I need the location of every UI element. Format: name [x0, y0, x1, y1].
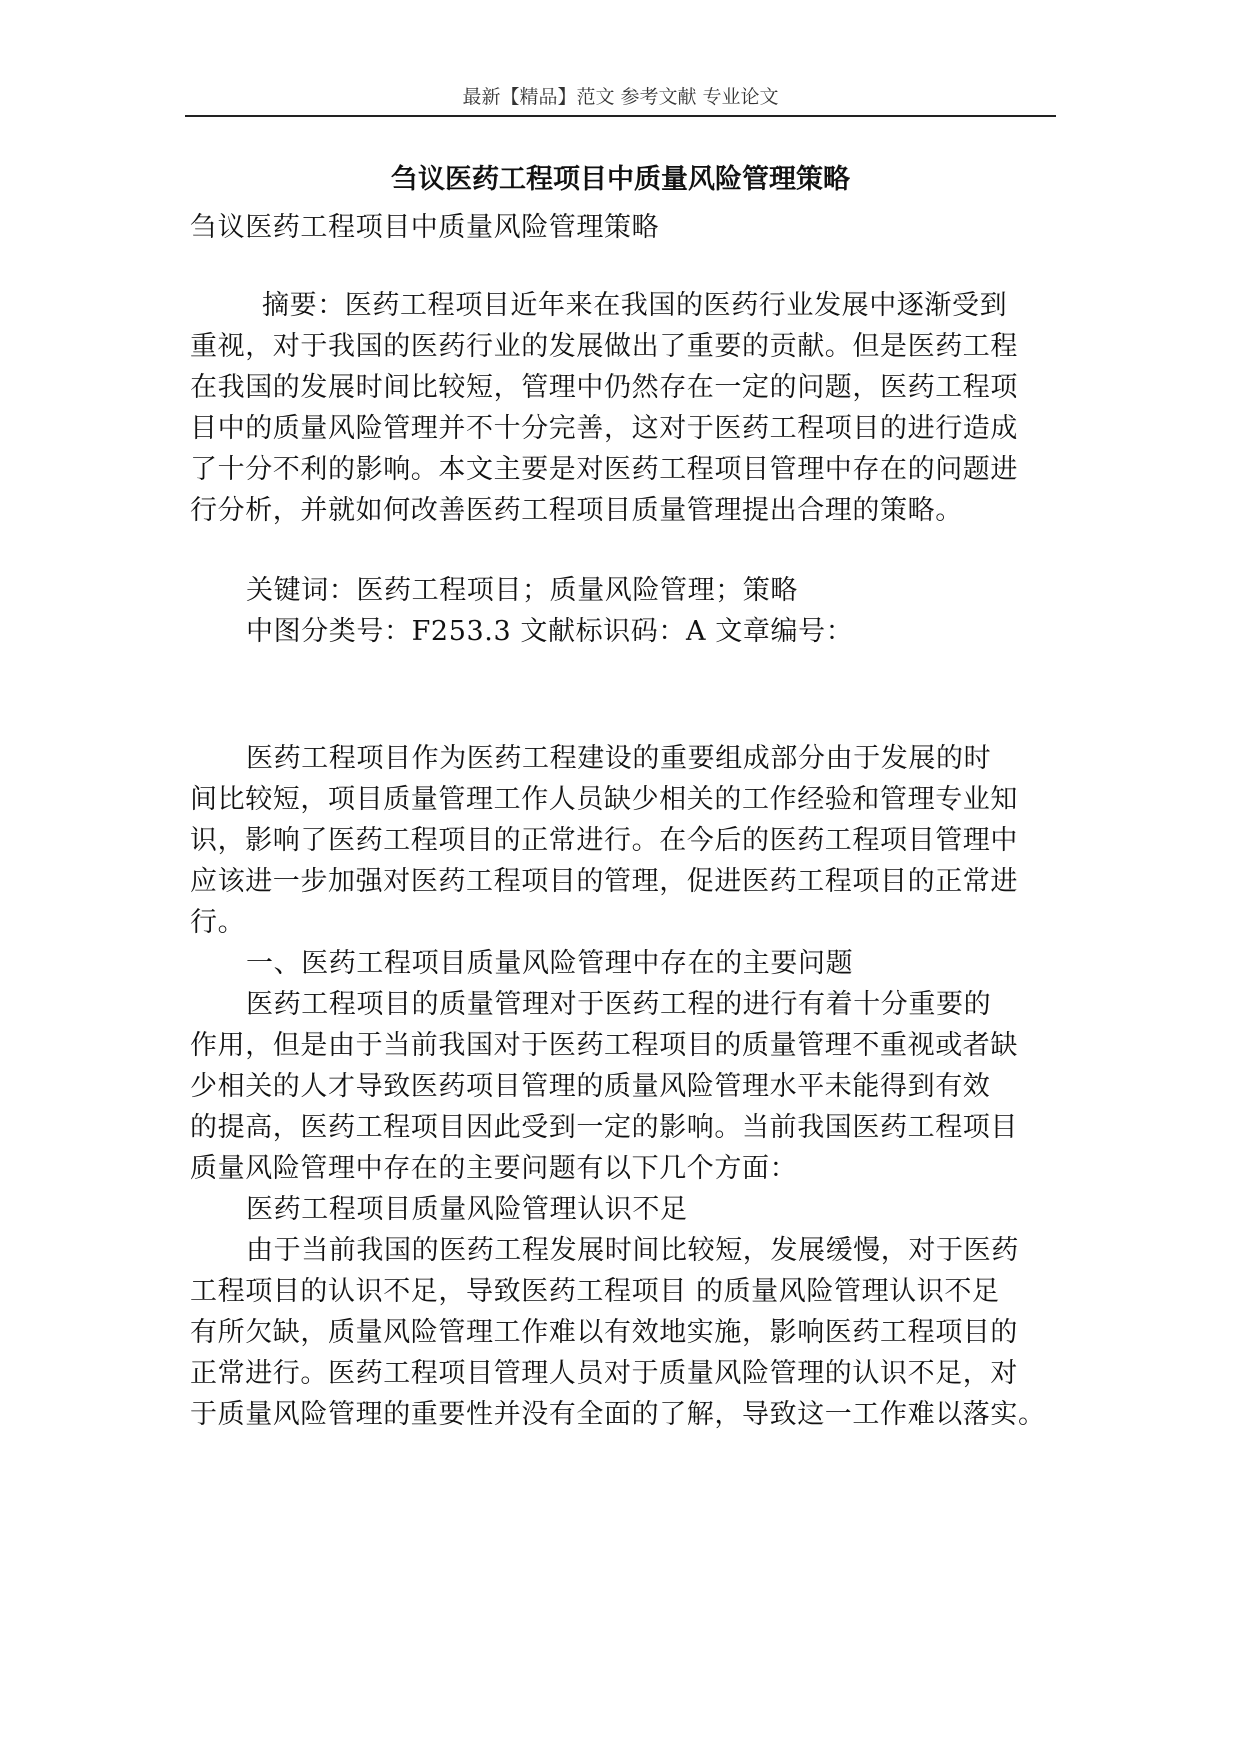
abstract-line: 在我国的发展时间比较短，管理中仍然存在一定的问题，医药工程项: [190, 372, 1018, 403]
body-paragraph-line: 识，影响了医药工程项目的正常进行。在今后的医药工程项目管理中: [190, 825, 1018, 856]
body-paragraph-line: 间比较短，项目质量管理工作人员缺少相关的工作经验和管理专业知: [190, 784, 1018, 815]
body-paragraph-line: 行。: [190, 907, 246, 938]
body-paragraph-line: 医药工程项目作为医药工程建设的重要组成部分由于发展的时: [246, 743, 992, 774]
abstract-line: 了十分不利的影响。本文主要是对医药工程项目管理中存在的问题进: [190, 454, 1018, 485]
abstract-line: 重视，对于我国的医药行业的发展做出了重要的贡献。但是医药工程: [190, 331, 1018, 362]
abstract-line: 行分析，并就如何改善医药工程项目质量管理提出合理的策略。: [190, 495, 963, 526]
section-heading: 一、医药工程项目质量风险管理中存在的主要问题: [246, 948, 854, 979]
body-paragraph-line: 于质量风险管理的重要性并没有全面的了解，导致这一工作难以落实。: [190, 1399, 1046, 1430]
body-paragraph-line: 由于当前我国的医药工程发展时间比较短，发展缓慢，对于医药: [246, 1235, 1019, 1266]
document-subtitle: 刍议医药工程项目中质量风险管理策略: [190, 212, 660, 243]
body-paragraph-line: 质量风险管理中存在的主要问题有以下几个方面：: [190, 1153, 798, 1184]
header-divider: [185, 115, 1056, 117]
body-paragraph-line: 医药工程项目的质量管理对于医药工程的进行有着十分重要的: [246, 989, 992, 1020]
abstract-line: 目中的质量风险管理并不十分完善，这对于医药工程项目的进行造成: [190, 413, 1018, 444]
body-paragraph-line: 正常进行。医药工程项目管理人员对于质量风险管理的认识不足，对: [190, 1358, 1018, 1389]
body-paragraph-line: 工程项目的认识不足，导致医药工程项目 的质量风险管理认识不足: [190, 1276, 1000, 1307]
body-paragraph-line: 有所欠缺，质量风险管理工作难以有效地实施，影响医药工程项目的: [190, 1317, 1018, 1348]
classification-info: 中图分类号：F253.3 文献标识码：A 文章编号：: [246, 616, 854, 647]
page-header: 最新【精品】范文 参考文献 专业论文: [462, 86, 779, 108]
body-paragraph-line: 应该进一步加强对医药工程项目的管理，促进医药工程项目的正常进: [190, 866, 1018, 897]
body-paragraph-line: 的提高，医药工程项目因此受到一定的影响。当前我国医药工程项目: [190, 1112, 1018, 1143]
body-paragraph-line: 少相关的人才导致医药项目管理的质量风险管理水平未能得到有效: [190, 1071, 991, 1102]
document-title: 刍议医药工程项目中质量风险管理策略: [391, 164, 850, 195]
keywords: 关键词：医药工程项目；质量风险管理；策略: [246, 575, 798, 606]
abstract-line: 摘要：医药工程项目近年来在我国的医药行业发展中逐渐受到: [262, 290, 1008, 321]
subsection-heading: 医药工程项目质量风险管理认识不足: [246, 1194, 688, 1225]
body-paragraph-line: 作用，但是由于当前我国对于医药工程项目的质量管理不重视或者缺: [190, 1030, 1018, 1061]
